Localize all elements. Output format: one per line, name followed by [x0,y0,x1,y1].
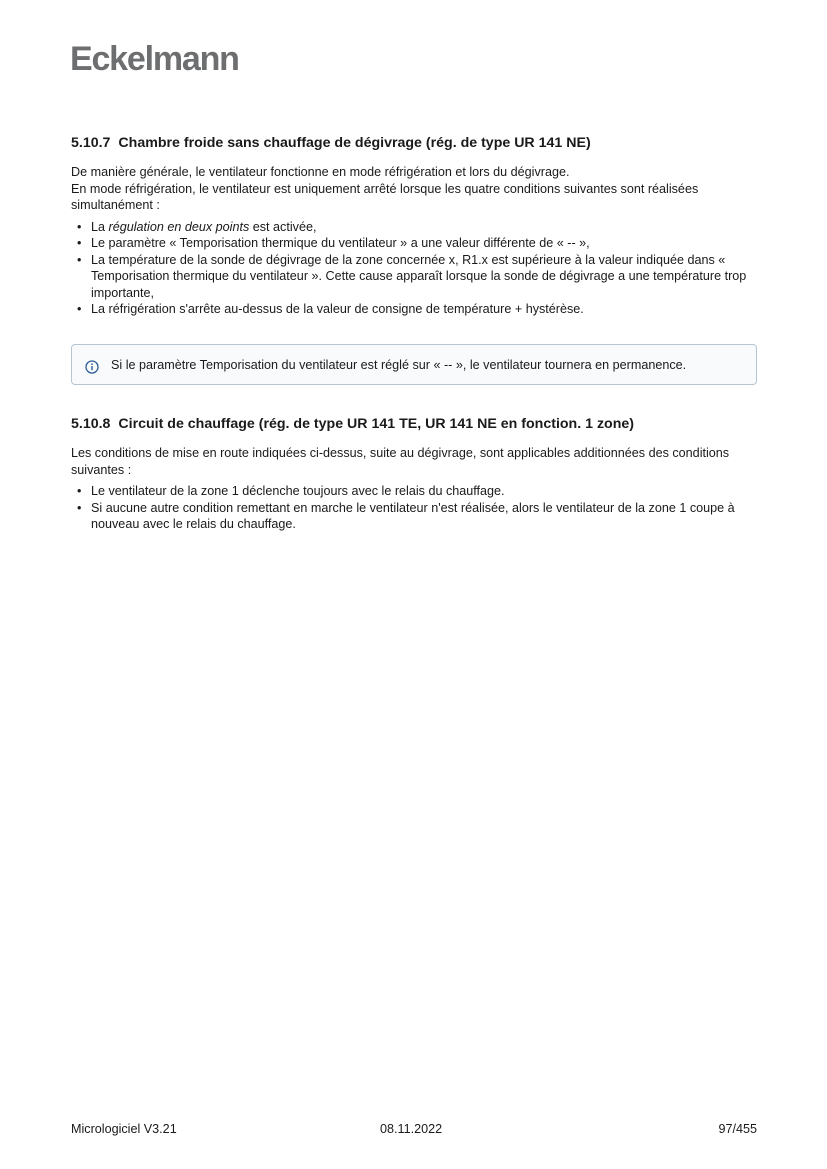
section-heading [71,414,757,434]
paragraph: En mode réfrigération, le ventilateur est uniquement arrêté lorsque les quatre conditions suivantes sont réalisées simultanément : [71,181,699,212]
paragraph: De manière générale, le ventilateur fonctionne en mode réfrigération et lors du dégivrage. [71,165,570,179]
footer-page-number: 97/455 [718,1122,757,1136]
section-5-10-7 [71,133,757,318]
bullet-list [71,483,757,533]
footer-software-version: Micrologiciel V3.21 [71,1122,177,1136]
note-text: Si le paramètre Temporisation du ventilateur est réglé sur « -- », le ventilateur tournera en permanence. [111,357,687,372]
section-heading [71,133,757,153]
section-title: Chambre froide sans chauffage de dégivrage (rég. de type UR 141 NE) [118,135,591,151]
list-item: • Le paramètre « Temporisation thermique du ventilateur » a une valeur différente de « -- », [71,235,757,252]
list-item-text: est activée, [249,219,317,234]
list-item-emphasis: régulation en deux points [108,219,250,234]
page-content [71,133,757,533]
section-number: 5.10.7 [71,135,111,151]
list-item [71,219,757,236]
list-item: • Si aucune autre condition remettant en marche le ventilateur n'est réalisée, alors le ventilateur de la zone 1 coupe à nouveau avec le relais du chauffage. [71,500,757,533]
paragraph: Les conditions de mise en route indiquées ci-dessus, suite au dégivrage, sont applicables additionnées des conditions suivantes : [71,446,730,477]
info-icon [85,360,99,374]
info-note [71,344,757,386]
list-item-text: La [91,219,109,234]
list-item: • La température de la sonde de dégivrage de la zone concernée x, R1.x est supérieure à la valeur indiquée dans « Temporisation thermique du ventilateur ». Cette cause apparaît lorsque la sonde de dégivrage a une température trop importante, [71,252,757,302]
bullet-list [71,219,757,318]
page-footer [71,1122,757,1140]
list-item: • La réfrigération s'arrête au-dessus de la valeur de consigne de température + hystérèse. [71,301,757,318]
section-title: Circuit de chauffage (rég. de type UR 141 TE, UR 141 NE en fonction. 1 zone) [118,416,634,432]
section-number: 5.10.8 [71,416,111,432]
section-5-10-8 [71,414,757,533]
company-logo: Eckelmann [70,40,239,78]
list-item: • Le ventilateur de la zone 1 déclenche toujours avec le relais du chauffage. [71,483,757,500]
footer-date: 08.11.2022 [380,1122,443,1136]
